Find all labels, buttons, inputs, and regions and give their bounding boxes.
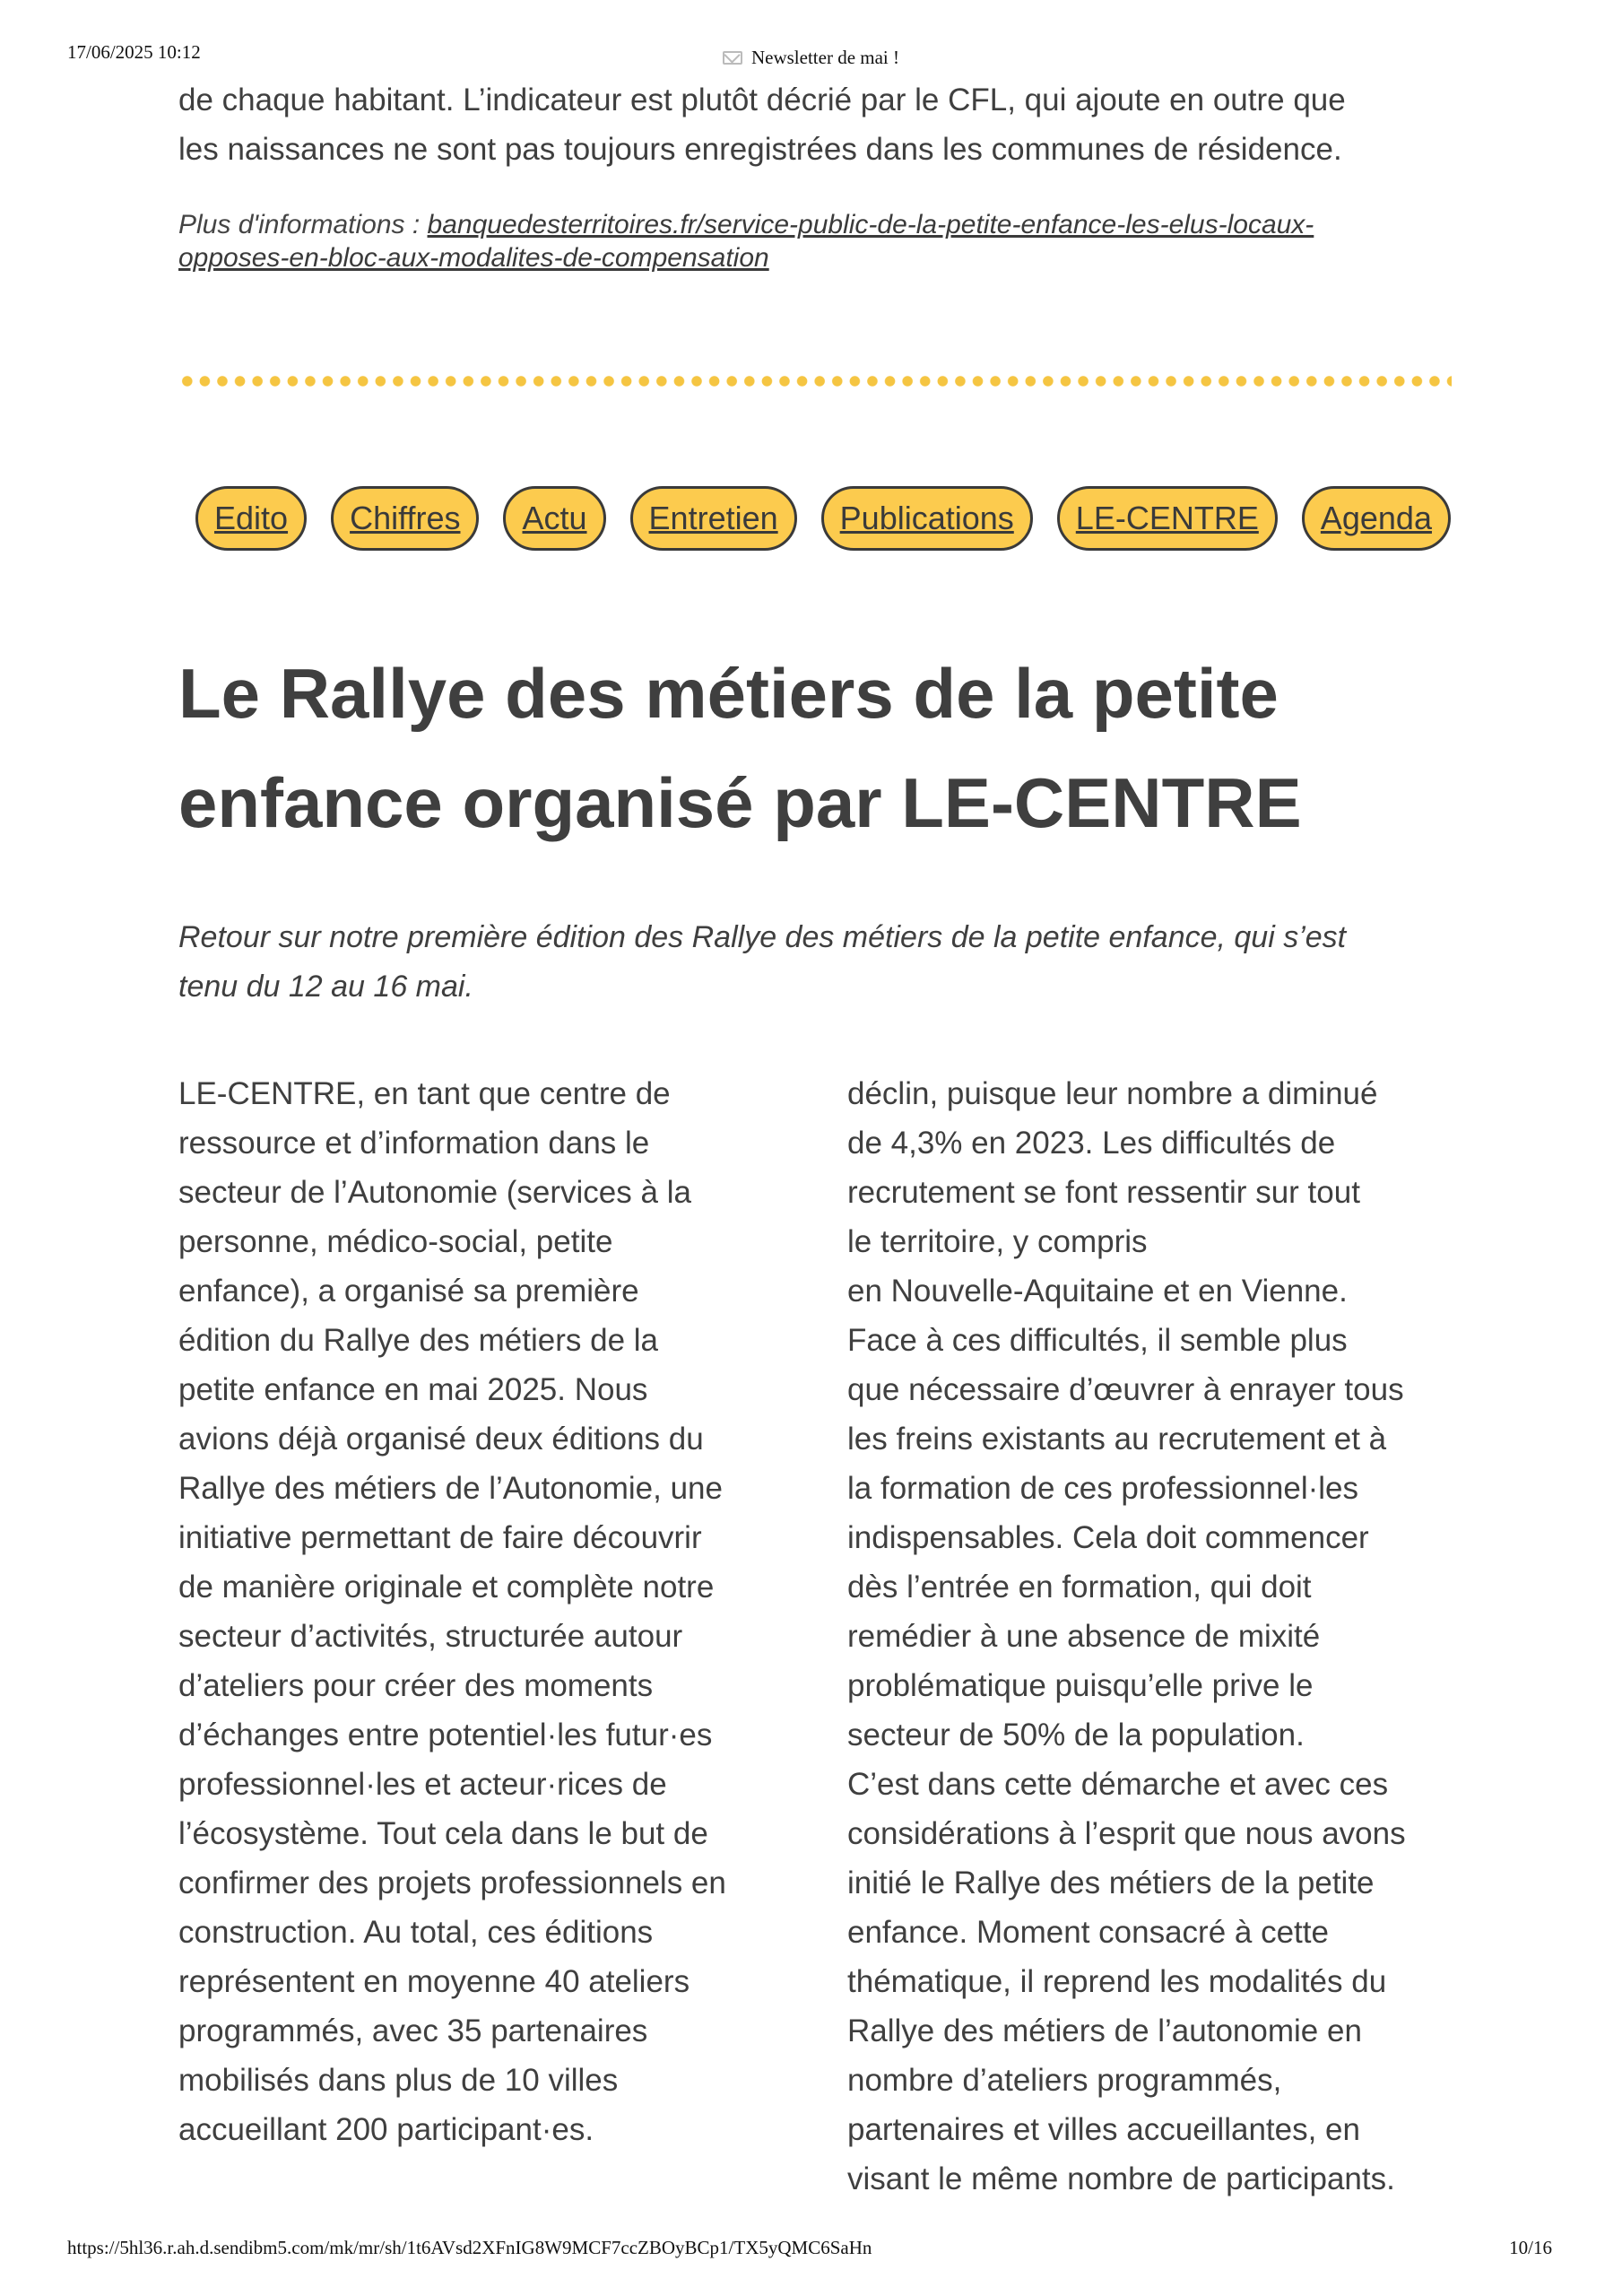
article-line: partenaires et villes accueillantes, en [847,2112,1360,2147]
article-line: enfance), a organisé sa première [178,1274,639,1309]
article-line: initié le Rallye des métiers de la petite [847,1866,1375,1900]
article-line: recrutement se font ressentir sur tout [847,1175,1360,1210]
dotted-divider [178,375,1452,387]
article-line: en Nouvelle-Aquitaine et en Vienne. [847,1274,1348,1309]
article-line: que nécessaire d’œuvrer à enrayer tous [847,1372,1404,1407]
more-info-link-line[interactable]: banquedesterritoires.fr/service-public-de-la-petite-enfance-les-elus-locaux- [427,210,1314,239]
print-header-title-text: Newsletter de mai ! [750,47,900,68]
article-line: initiative permettant de faire découvrir [178,1520,702,1555]
article-line: d’ateliers pour créer des moments [178,1668,654,1703]
article-line: construction. Au total, ces éditions [178,1915,654,1950]
section-nav [195,486,1451,551]
article-line: LE-CENTRE, en tant que centre de [178,1076,671,1111]
article-line: accueillant 200 participant·es. [178,2112,594,2147]
nav-pill-entretien[interactable]: Entretien [630,486,797,551]
article-line: l’écosystème. Tout cela dans le but de [178,1816,708,1851]
nav-pill-publications[interactable]: Publications [821,486,1033,551]
article-line: Face à ces difficultés, il semble plus [847,1323,1348,1358]
article-title [178,639,1452,857]
more-info-label: Plus d'informations : [178,210,428,239]
article-line: enfance. Moment consacré à cette [847,1915,1329,1950]
article-line: indispensables. Cela doit commencer [847,1520,1369,1555]
envelope-icon [723,51,742,65]
lede-line: Retour sur notre première édition des Rallye des métiers de la petite enfance, qui s’est [178,920,1347,954]
article-line: mobilisés dans plus de 10 villes [178,2063,619,2098]
article-line: représentent en moyenne 40 ateliers [178,1964,690,1999]
article-line: confirmer des projets professionnels en [178,1866,726,1900]
nav-pill-actu[interactable]: Actu [503,486,605,551]
article-lede [178,913,1452,1012]
article-column-left [178,1069,797,2154]
article-line: considérations à l’esprit que nous avons [847,1816,1406,1851]
nav-pill-edito[interactable]: Edito [195,486,307,551]
article-line: ressource et d’information dans le [178,1126,650,1161]
nav-pill-le-centre[interactable]: LE-CENTRE [1057,486,1278,551]
article-line: Rallye des métiers de l’Autonomie, une [178,1471,723,1506]
article-line: secteur de l’Autonomie (services à la [178,1175,691,1210]
article-line: le territoire, y compris [847,1224,1148,1259]
article-line: Rallye des métiers de l’autonomie en [847,2013,1362,2048]
more-info-link-line[interactable]: opposes-en-bloc-aux-modalites-de-compensation [178,243,769,273]
article-line: d’échanges entre potentiel·les futur·es [178,1718,713,1752]
article-line: déclin, puisque leur nombre a diminué [847,1076,1378,1111]
print-header-title [0,47,1622,69]
intro-line: de chaque habitant. L’indicateur est plutôt décrié par le CFL, qui ajoute en outre que [178,83,1346,117]
article-line: remédier à une absence de mixité [847,1619,1321,1654]
print-header-date: 17/06/2025 10:12 [67,41,201,63]
article-line: problématique puisqu’elle prive le [847,1668,1314,1703]
more-info [178,208,1452,274]
article-line: secteur d’activités, structurée autour [178,1619,683,1654]
intro-line: les naissances ne sont pas toujours enregistrées dans les communes de résidence. [178,132,1342,167]
article-line: nombre d’ateliers programmés, [847,2063,1282,2098]
article-line: C’est dans cette démarche et avec ces [847,1767,1389,1802]
print-footer-url: https://5hl36.r.ah.d.sendibm5.com/mk/mr/sh/1t6AVsd2XFnIG8W9MCF7ccZBOyBCp1/TX5yQMC6SaHn [67,2237,872,2258]
article-line: de 4,3% en 2023. Les difficultés de [847,1126,1336,1161]
article-title-line: Le Rallye des métiers de la petite [178,654,1279,733]
print-footer-page-number: 10/16 [1509,2237,1552,2258]
article-line: professionnel·les et acteur·rices de [178,1767,667,1802]
article-line: visant le même nombre de participants. [847,2161,1395,2196]
intro-paragraph [178,75,1452,174]
article-line: programmés, avec 35 partenaires [178,2013,648,2048]
nav-pill-chiffres[interactable]: Chiffres [331,486,479,551]
article-line: dès l’entrée en formation, qui doit [847,1570,1312,1605]
article-line: les freins existants au recrutement et à [847,1422,1387,1457]
article-column-right [847,1069,1466,2204]
article-line: de manière originale et complète notre [178,1570,715,1605]
article-line: personne, médico-social, petite [178,1224,613,1259]
article-title-line: enfance organisé par LE-CENTRE [178,763,1302,842]
article-line: petite enfance en mai 2025. Nous [178,1372,648,1407]
lede-line: tenu du 12 au 16 mai. [178,970,473,1004]
nav-pill-agenda[interactable]: Agenda [1302,486,1451,551]
article-line: secteur de 50% de la population. [847,1718,1305,1752]
article-line: la formation de ces professionnel·les [847,1471,1359,1506]
article-line: thématique, il reprend les modalités du [847,1964,1387,1999]
article-line: avions déjà organisé deux éditions du [178,1422,704,1457]
article-line: édition du Rallye des métiers de la [178,1323,659,1358]
